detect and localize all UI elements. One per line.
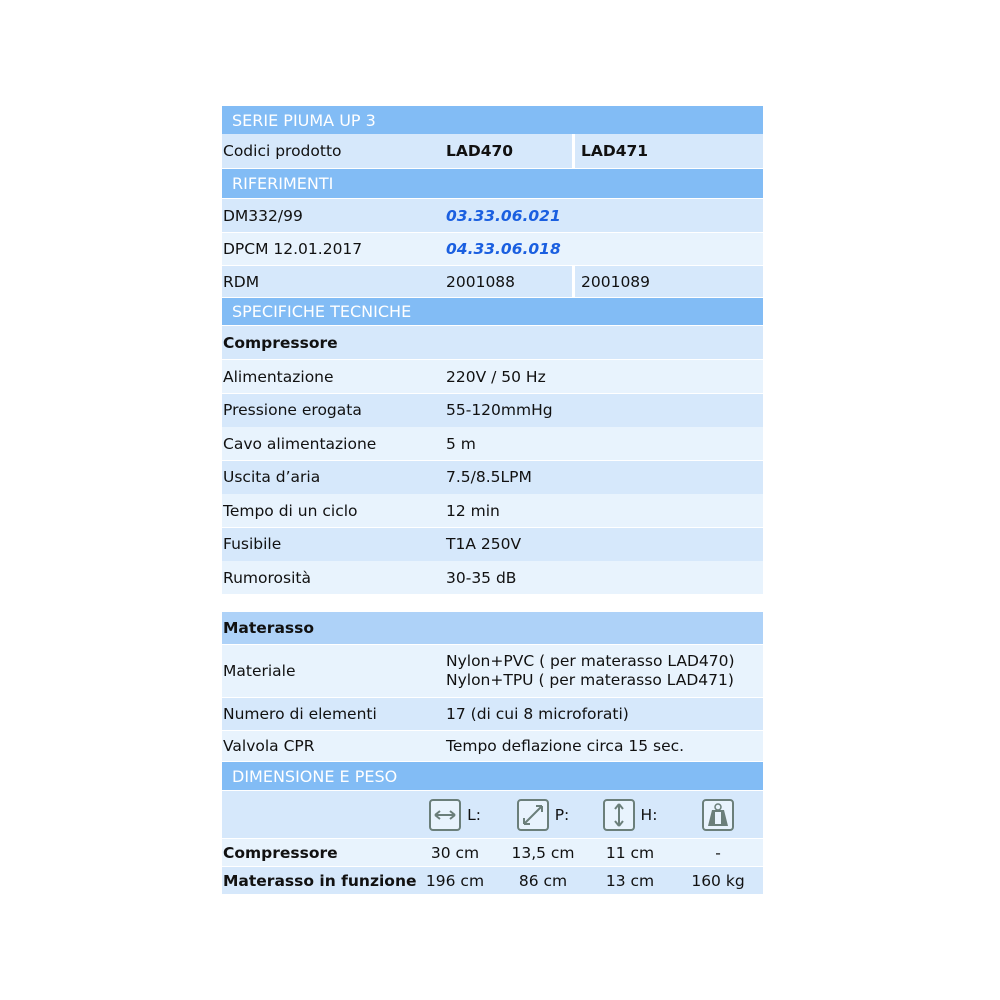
label: Tempo di un ciclo (223, 501, 358, 520)
specifiche-header (222, 298, 763, 325)
label: Alimentazione (223, 367, 334, 386)
value: 5 m (446, 434, 476, 453)
weight-person-icon (702, 799, 734, 831)
table-row (222, 561, 763, 594)
label: Materiale (223, 662, 296, 680)
value: 7.5/8.5LPM (446, 468, 532, 486)
dimension-icons-row (222, 791, 763, 838)
value: 30 cm (430, 843, 480, 862)
section-title: DIMENSIONE E PESO (232, 766, 398, 786)
label: Fusibile (223, 535, 282, 553)
label: Materasso (223, 619, 315, 637)
depth-header (498, 799, 588, 831)
section-title: SPECIFICHE TECNICHE (232, 302, 412, 321)
length-header (410, 799, 500, 831)
label: H: (640, 805, 658, 824)
value: 03.33.06.021 (446, 206, 561, 225)
value: T1A 250V (446, 535, 522, 553)
value: 13,5 cm (511, 843, 575, 862)
value: 04.33.06.018 (446, 240, 561, 258)
value: - (715, 843, 721, 862)
label: L: (467, 805, 481, 824)
table-row (222, 360, 763, 393)
section-title: RIFERIMENTI (232, 174, 334, 193)
label: Pressione erogata (223, 401, 362, 419)
label: Rumorosità (223, 568, 311, 587)
vertical-arrow-icon (603, 799, 635, 831)
label: Compressore (223, 843, 338, 862)
table-row (222, 528, 763, 561)
value: 30-35 dB (446, 568, 517, 587)
value: 86 cm (518, 871, 568, 890)
codes-row (222, 134, 763, 168)
value: 13 cm (605, 871, 655, 890)
value-2: 2001089 (572, 266, 650, 297)
table-row (222, 867, 763, 894)
label: DPCM 12.01.2017 (223, 240, 363, 258)
code-2: LAD471 (572, 134, 648, 168)
riferimenti-header (222, 169, 763, 198)
table-row (222, 645, 763, 697)
value: Tempo deflazione circa 15 sec. (446, 737, 685, 755)
dimensioni-header (222, 762, 763, 790)
table-row (222, 233, 763, 265)
table-row (222, 199, 763, 232)
label: Numero di elementi (223, 705, 377, 723)
value: 160 kg (691, 871, 745, 890)
line: Nylon+TPU ( per materasso LAD471) (446, 671, 734, 689)
horizontal-arrow-icon (429, 799, 461, 831)
height-header (585, 799, 675, 831)
title-header (222, 106, 763, 134)
table-row (222, 698, 763, 730)
diagonal-arrow-icon (517, 799, 549, 831)
value: 196 cm (425, 871, 485, 890)
table-row (222, 394, 763, 427)
value: 55-120mmHg (446, 401, 553, 419)
label: Codici prodotto (223, 142, 342, 160)
table-row (222, 266, 763, 297)
weight-header (673, 799, 763, 831)
table-row (222, 494, 763, 527)
table-row (222, 731, 763, 761)
value: 11 cm (605, 843, 655, 862)
materasso-header (222, 612, 763, 644)
value: 220V / 50 Hz (446, 367, 546, 386)
table-row (222, 461, 763, 494)
label: DM332/99 (223, 206, 303, 225)
line: Nylon+PVC ( per materasso LAD470) (446, 652, 735, 670)
label: RDM (223, 272, 260, 291)
table-row (222, 839, 763, 866)
code-1: LAD470 (446, 142, 514, 160)
value: 12 min (446, 501, 500, 520)
label: Materasso in funzione (223, 871, 417, 890)
table-row (222, 427, 763, 460)
label: Uscita d’aria (223, 468, 321, 486)
value: 17 (di cui 8 microforati) (446, 705, 629, 723)
label: Compressore (223, 333, 338, 352)
label: P: (554, 805, 570, 824)
title: SERIE PIUMA UP 3 (232, 110, 376, 130)
subheader (222, 326, 763, 359)
label: Valvola CPR (223, 737, 315, 755)
value: 2001088 (446, 272, 516, 291)
label: Cavo alimentazione (223, 434, 377, 453)
value (446, 652, 735, 690)
